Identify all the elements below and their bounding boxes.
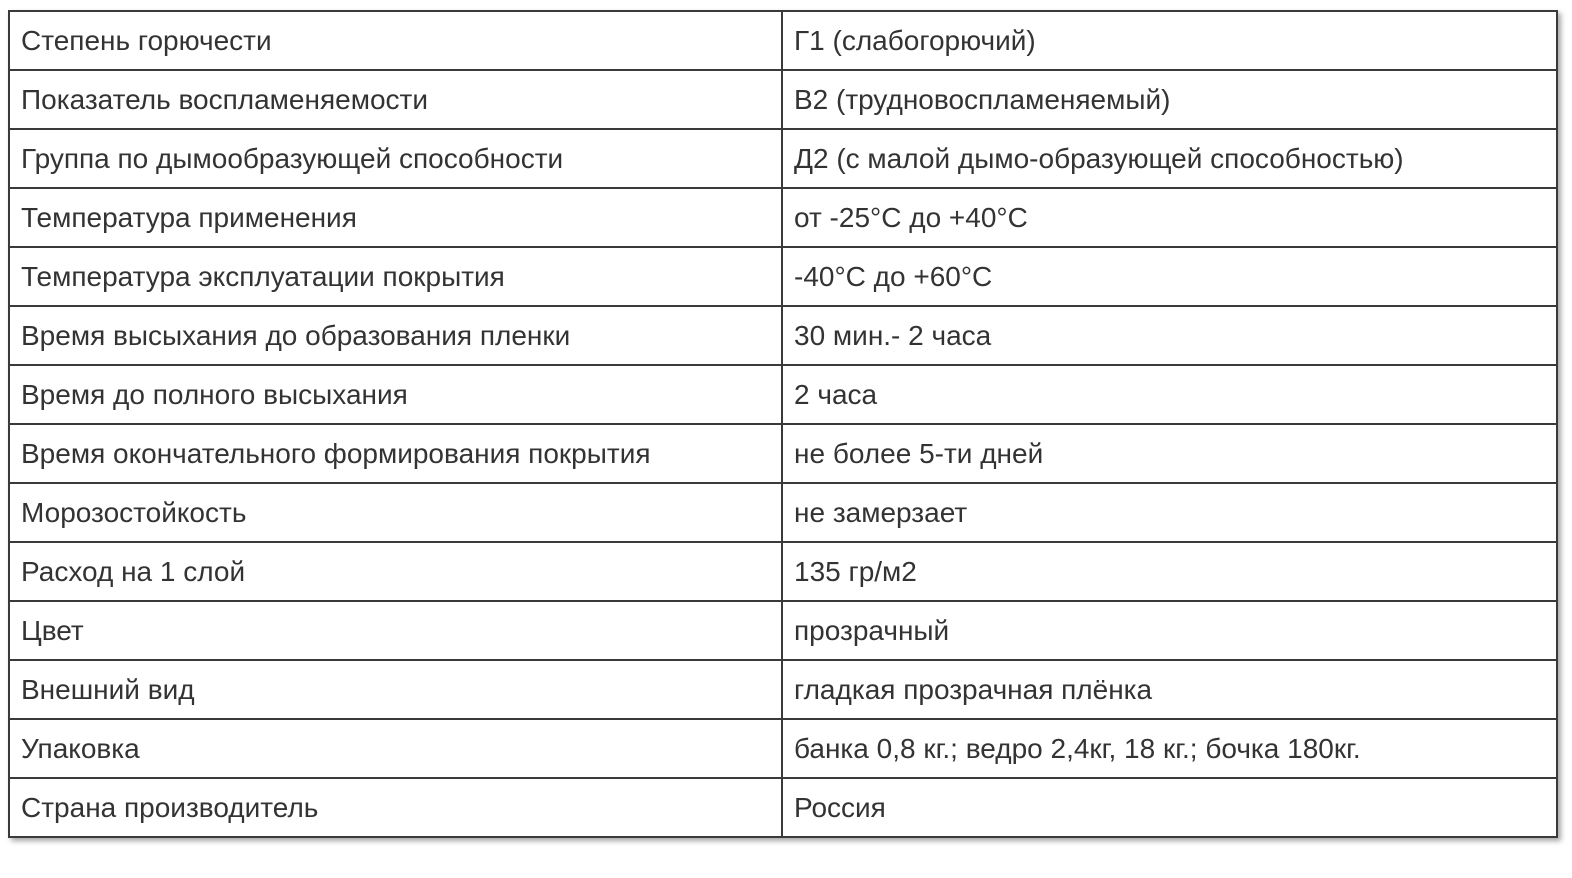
table-row: [9, 601, 1557, 660]
property-cell: Температура применения: [9, 188, 782, 247]
value-cell: -40°С до +60°С: [782, 247, 1557, 306]
table-row: [9, 129, 1557, 188]
property-cell: Страна производитель: [9, 778, 782, 837]
property-cell: Морозостойкость: [9, 483, 782, 542]
table-row: [9, 424, 1557, 483]
table-row: [9, 188, 1557, 247]
property-cell: Степень горючести: [9, 11, 782, 70]
property-cell: Показатель воспламеняемости: [9, 70, 782, 129]
table-row: [9, 483, 1557, 542]
property-cell: Внешний вид: [9, 660, 782, 719]
value-cell: прозрачный: [782, 601, 1557, 660]
value-cell: Россия: [782, 778, 1557, 837]
value-cell: гладкая прозрачная плёнка: [782, 660, 1557, 719]
value-cell: от -25°С до +40°С: [782, 188, 1557, 247]
property-cell: Время высыхания до образования пленки: [9, 306, 782, 365]
value-cell: В2 (трудновоспламеняемый): [782, 70, 1557, 129]
table-row: [9, 719, 1557, 778]
value-cell: Д2 (с малой дымо-образующей способностью): [782, 129, 1557, 188]
property-cell: Время до полного высыхания: [9, 365, 782, 424]
value-cell: 2 часа: [782, 365, 1557, 424]
value-cell: банка 0,8 кг.; ведро 2,4кг, 18 кг.; бочка 180кг.: [782, 719, 1557, 778]
table-row: [9, 660, 1557, 719]
specifications-table: [8, 10, 1558, 838]
value-cell: 135 гр/м2: [782, 542, 1557, 601]
property-cell: Цвет: [9, 601, 782, 660]
value-cell: не замерзает: [782, 483, 1557, 542]
value-cell: Г1 (слабогорючий): [782, 11, 1557, 70]
table-row: [9, 542, 1557, 601]
table-row: [9, 11, 1557, 70]
property-cell: Время окончательного формирования покрытия: [9, 424, 782, 483]
property-cell: Группа по дымообразующей способности: [9, 129, 782, 188]
value-cell: 30 мин.- 2 часа: [782, 306, 1557, 365]
property-cell: Температура эксплуатации покрытия: [9, 247, 782, 306]
table-row: [9, 365, 1557, 424]
property-cell: Упаковка: [9, 719, 782, 778]
table-row: [9, 70, 1557, 129]
value-cell: не более 5-ти дней: [782, 424, 1557, 483]
property-cell: Расход на 1 слой: [9, 542, 782, 601]
table-row: [9, 778, 1557, 837]
table-row: [9, 306, 1557, 365]
table-row: [9, 247, 1557, 306]
